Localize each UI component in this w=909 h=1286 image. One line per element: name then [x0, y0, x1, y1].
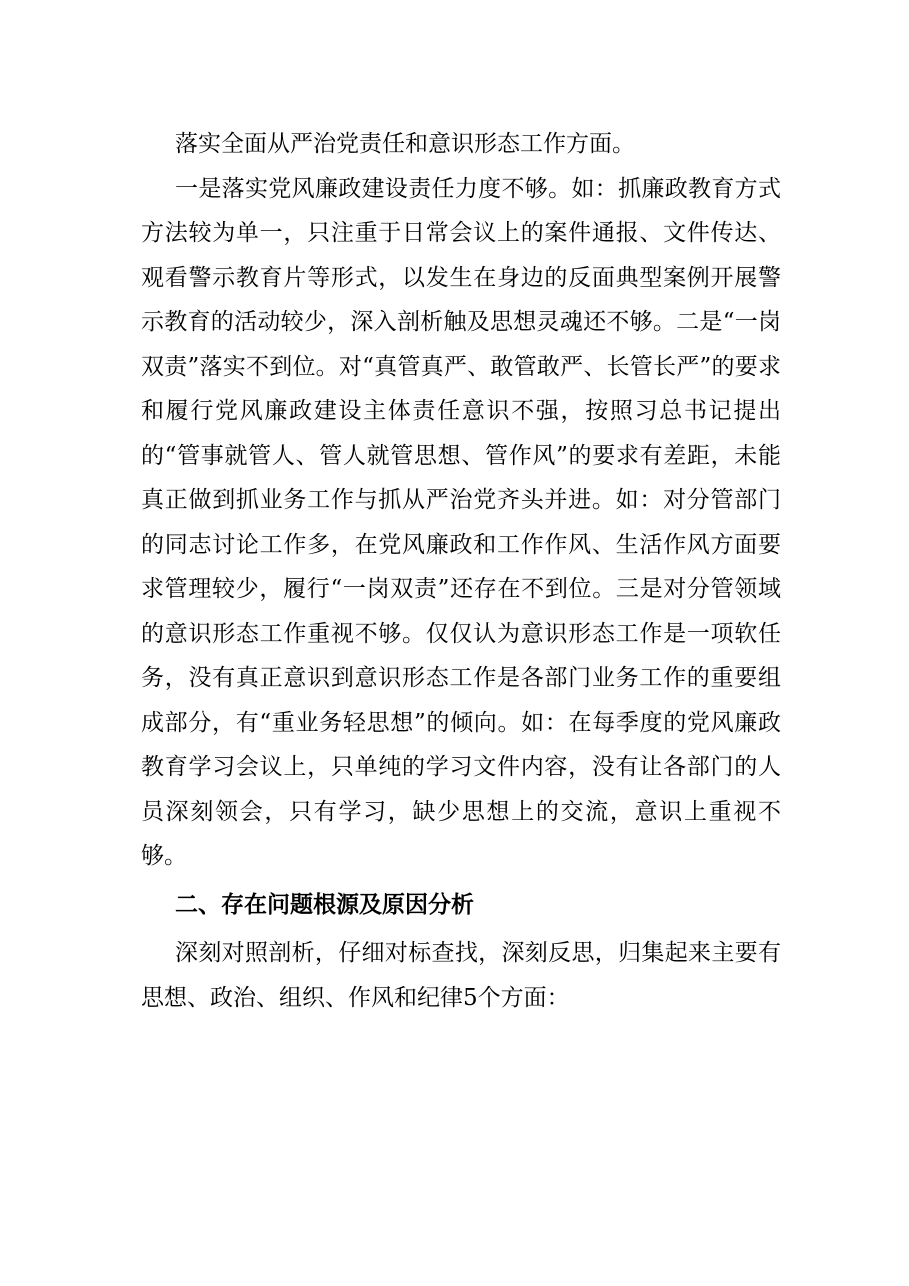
paragraph-issues-detail: 一是落实党风廉政建设责任力度不够。如：抓廉政教育方式方法较为单一，只注重于日常会议上的案件通报、文件传达、观看警示教育片等形式，以发生在身边的反面典型案例开展警示教育的活动较少，深入剖析触及思想灵魂还不够。二是“一岗双责”落实不到位。对“真管真严、敢管敢严、长管长严”的要求和履行党风廉政建设主体责任意识不强，按照习总书记提出的“管事就管人、管人就管思想、管作风”的要求有差距，未能真正做到抓业务工作与抓从严治党齐头并进。如：对分管部门的同志讨论工作多，在党风廉政和工作作风、生活作风方面要求管理较少，履行“一岗双责”还存在不到位。三是对分管领域的意识形态工作重视不够。仅仅认为意识形态工作是一项软任务，没有真正意识到意识形态工作是各部门业务工作的重要组成部分，有“重业务轻思想”的倾向。如：在每季度的党风廉政教育学习会议上，只单纯的学习文件内容，没有让各部门的人员深刻领会，只有学习，缺少思想上的交流，意识上重视不够。	[141, 175, 781, 869]
paragraph-cause-summary: 深刻对照剖析，仔细对标查找，深刻反思，归集起来主要有思想、政治、组织、作风和纪律5个方面：	[141, 940, 781, 1011]
document-body	[141, 122, 781, 1020]
paragraph-section-intro: 落实全面从严治党责任和意识形态工作方面。	[175, 131, 635, 157]
section-heading-root-causes: 二、存在问题根源及原因分析	[175, 891, 474, 918]
